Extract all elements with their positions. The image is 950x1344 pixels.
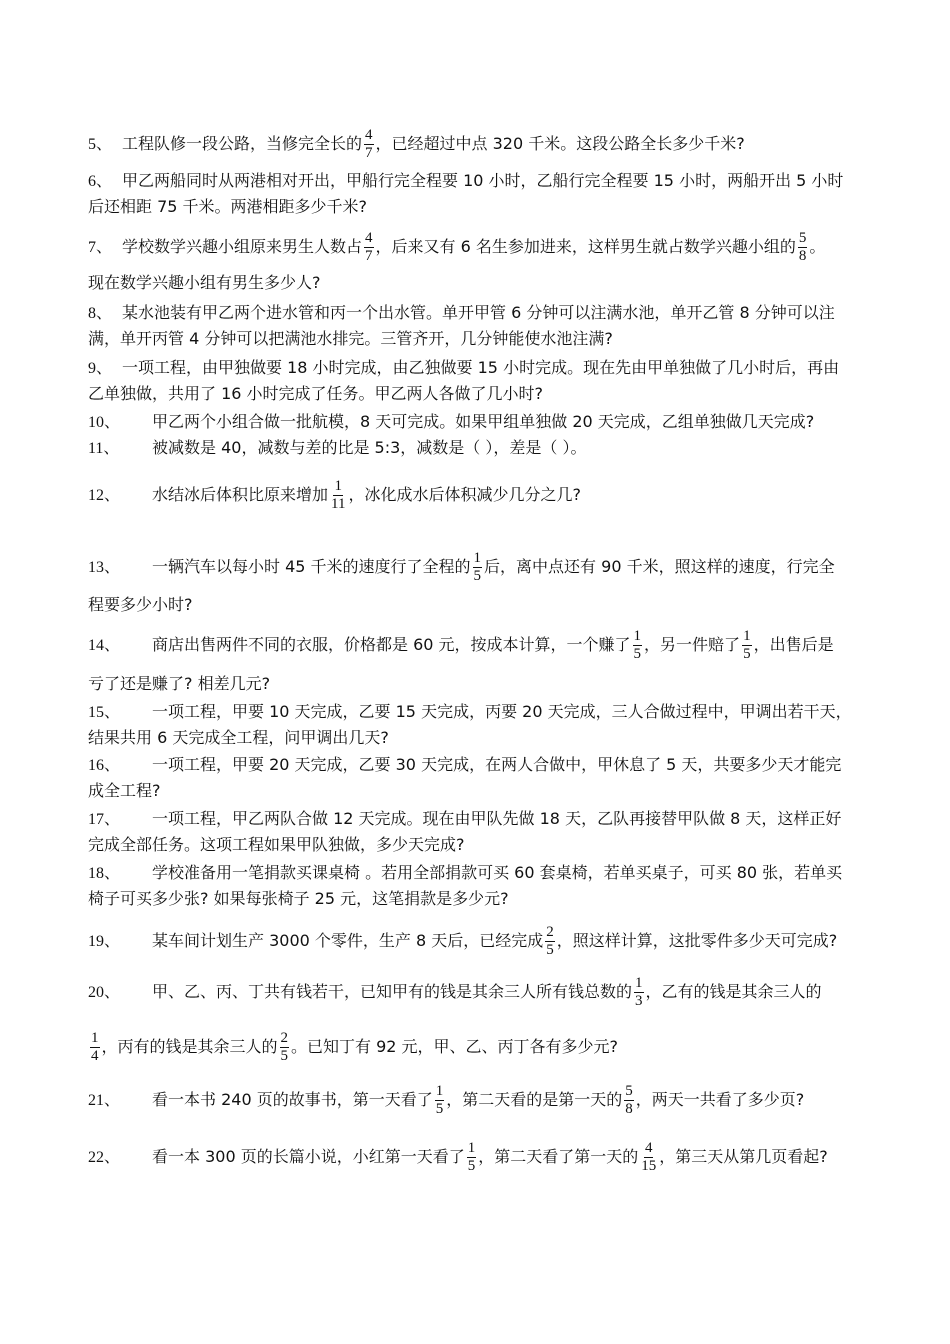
question-14-line-2: 亏了还是赚了? 相差几元? — [88, 674, 271, 693]
fraction: $\frac{5}{8}$ — [625, 1083, 633, 1117]
question-17: 17、 一项工程，甲乙两队合做 12 天完成。现在由甲队先做 18 天，乙队再接替甲队做 8 天，这样正好 — [88, 806, 868, 833]
question-number: 16、 — [88, 757, 121, 774]
question-17-line-2: 完成全部任务。这项工程如果甲队独做，多少天完成? — [88, 835, 465, 854]
fraction: $\frac{1}{11}$ — [331, 478, 346, 512]
question-13-line-2: 程要多少小时? — [88, 595, 193, 614]
question-9: 9、 一项工程，由甲独做要 18 小时完成，由乙独做要 15 小时完成。现在先由甲单独做了几小时后，再由 — [88, 355, 868, 382]
question-number: 7、 — [88, 239, 113, 256]
question-8: 8、 某水池装有甲乙两个进水管和丙一个出水管。单开甲管 6 分钟可以注满水池，单开乙管 8 分钟可以注 — [88, 300, 868, 327]
question-number: 17、 — [88, 811, 121, 828]
question-12: 12、 水结冰后体积比原来增加 $\frac{1}{11}$ ，冰化成水后体积减少几分之几? — [88, 478, 581, 512]
question-18-line-2: 椅子可买多少张? 如果每张椅子 25 元，这笔捐款是多少元? — [88, 889, 509, 908]
fraction: $\frac{1}{5}$ — [467, 1140, 476, 1174]
question-16-line-2: 成全工程? — [88, 781, 161, 800]
question-6: 6、 甲乙两船同时从两港相对开出，甲船行完全程要 10 小时，乙船行完全程要 15 小时，两船开出 5 小时 — [88, 168, 868, 195]
question-number: 5、 — [88, 136, 113, 153]
question-number: 6、 — [88, 173, 113, 190]
question-15-line-2: 结果共用 6 天完成全工程，问甲调出几天? — [88, 728, 389, 747]
question-10: 10、 甲乙两个小组合做一批航模，8 天可完成。如果甲组单独做 20 天完成，乙组单独做几天完成? — [88, 409, 868, 436]
question-9-line-2: 乙单独做，共用了 16 小时完成了任务。甲乙两人各做了几小时? — [88, 384, 544, 403]
question-8-line-2: 满，单开丙管 4 分钟可以把满池水排完。三管齐开，几分钟能使水池注满? — [88, 329, 613, 348]
question-number: 12、 — [88, 487, 121, 504]
fraction: $\frac{2}{5}$ — [546, 924, 554, 958]
question-7: 7、 学校数学兴趣小组原来男生人数占 $\frac{4}{7}$ ，后来又有 6 名生参加进来，这样男生就占数学兴趣小组的 $\frac{5}{8}$ 。 — [88, 230, 826, 264]
question-number: 14、 — [88, 637, 121, 654]
fraction: $\frac{1}{3}$ — [635, 975, 643, 1009]
question-7-line-2: 现在数学兴趣小组有男生多少人? — [88, 273, 321, 292]
question-20: 20、 甲、乙、丙、丁共有钱若干，已知甲有的钱是其余三人所有钱总数的 $\frac{1}{3}$ ，乙有的钱是其余三人的 — [88, 975, 822, 1009]
question-22: 22、 看一本 300 页的长篇小说，小红第一天看了 $\frac{1}{5}$ ，第二天看了第一天的 $\frac{4}{15}$ ，第三天从第几页看起? — [88, 1140, 828, 1174]
question-number: 13、 — [88, 559, 121, 576]
question-number: 10、 — [88, 414, 121, 431]
question-21: 21、 看一本书 240 页的故事书，第一天看了 $\frac{1}{5}$ ，第二天看的是第一天的 $\frac{5}{8}$ ，两天一共看了多少页? — [88, 1083, 805, 1117]
question-number: 22、 — [88, 1149, 121, 1166]
question-number: 9、 — [88, 360, 113, 377]
fraction: $\frac{4}{7}$ — [365, 230, 373, 264]
fraction: $\frac{5}{8}$ — [798, 230, 807, 264]
question-11: 11、 被减数是 40，减数与差的比是 5:3，减数是（ ），差是（ ）。 — [88, 435, 868, 462]
question-18: 18、 学校准备用一笔捐款买课桌椅 。若用全部捐款可买 60 套桌椅，若单买桌子，可买 80 张，若单买 — [88, 860, 868, 887]
question-number: 19、 — [88, 933, 121, 950]
question-16: 16、 一项工程，甲要 20 天完成，乙要 30 天完成，在两人合做中，甲休息了 5 天，共要多少天才能完 — [88, 752, 868, 779]
fraction: $\frac{2}{5}$ — [280, 1030, 289, 1064]
question-number: 20、 — [88, 984, 121, 1001]
question-number: 11、 — [88, 440, 120, 457]
fraction: $\frac{4}{7}$ — [365, 127, 373, 161]
question-number: 18、 — [88, 865, 121, 882]
fraction: $\frac{1}{5}$ — [633, 628, 642, 662]
question-5: 5、 工程队修一段公路，当修完全长的 $\frac{4}{7}$ ，已经超过中点 320 千米。这段公路全长多少千米? — [88, 127, 745, 161]
fraction: $\frac{1}{5}$ — [473, 550, 482, 584]
question-number: 21、 — [88, 1092, 121, 1109]
question-20-line-2: $\frac{1}{4}$ ，丙有的钱是其余三人的 $\frac{2}{5}$ 。已知丁有 92 元，甲、乙、丙丁各有多少元? — [91, 1030, 619, 1064]
question-14: 14、 商店出售两件不同的衣服，价格都是 60 元，按成本计算，一个赚了 $\frac{1}{5}$ ，另一件赔了 $\frac{1}{5}$ ，出售后是 — [88, 628, 834, 662]
question-13: 13、 一辆汽车以每小时 45 千米的速度行了全程的 $\frac{1}{5}$ 后，离中点还有 90 千米，照这样的速度，行完全 — [88, 550, 835, 584]
question-19: 19、 某车间计划生产 3000 个零件，生产 8 天后，已经完成 $\frac{2}{5}$ ，照这样计算，这批零件多少天可完成? — [88, 924, 838, 958]
fraction: $\frac{1}{5}$ — [743, 628, 751, 662]
question-6-line-2: 后还相距 75 千米。两港相距多少千米? — [88, 197, 368, 216]
question-number: 8、 — [88, 305, 113, 322]
fraction: $\frac{1}{4}$ — [91, 1030, 99, 1064]
question-number: 15、 — [88, 704, 121, 721]
fraction: $\frac{1}{5}$ — [435, 1083, 444, 1117]
question-15: 15、 一项工程，甲要 10 天完成，乙要 15 天完成，丙要 20 天完成，三人合做过程中，甲调出若干天， — [88, 699, 868, 726]
fraction: $\frac{4}{15}$ — [641, 1140, 657, 1174]
